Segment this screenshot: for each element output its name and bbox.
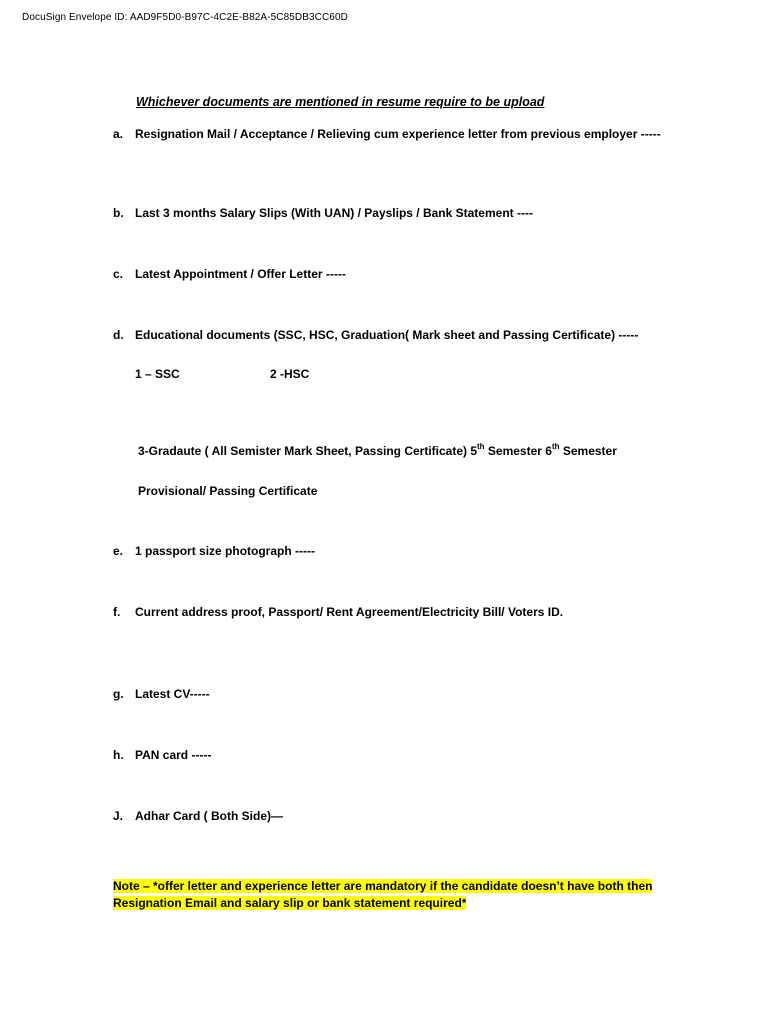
list-item-g (113, 687, 210, 701)
item-letter: b. (113, 206, 124, 220)
list-item-e (113, 544, 315, 558)
item-text: Resignation Mail / Acceptance / Relieving cum experience letter from previous employer ----- (135, 127, 661, 141)
sem6-label: Semester (559, 444, 617, 458)
document-heading: Whichever documents are mentioned in resume require to be upload (136, 95, 545, 109)
note-line-1: Note – *offer letter and experience letter are mandatory if the candidate doesn’t have both then (113, 879, 653, 893)
education-graduate (138, 444, 617, 458)
list-item-c (113, 267, 346, 281)
education-hsc: 2 -HSC (270, 367, 310, 381)
item-text: Latest Appointment / Offer Letter ----- (135, 267, 346, 281)
education-provisional: Provisional/ Passing Certificate (138, 484, 318, 498)
note-line-2: Resignation Email and salary slip or bank statement required* (113, 896, 467, 910)
envelope-id: DocuSign Envelope ID: AAD9F5D0-B97C-4C2E-B82A-5C85DB3CC60D (22, 12, 348, 23)
item-letter: f. (113, 605, 121, 619)
item-text: Current address proof, Passport/ Rent Agreement/Electricity Bill/ Voters ID. (135, 605, 564, 619)
sem5-label: Semester 6 (484, 444, 552, 458)
item-text: 1 passport size photograph ----- (135, 544, 315, 558)
list-item-h (113, 748, 211, 762)
list-item-b (113, 206, 533, 220)
sem6-superscript: th (551, 442, 560, 451)
mandatory-note (113, 878, 693, 912)
list-item-d (113, 328, 638, 342)
graduate-prefix: 3-Gradaute ( All Semister Mark Sheet, Passing Certificate) 5 (138, 444, 478, 458)
item-text: Adhar Card ( Both Side)— (135, 809, 284, 823)
item-letter: d. (113, 328, 124, 342)
item-text: PAN card ----- (135, 748, 212, 762)
list-item-a (113, 127, 661, 141)
item-text: Last 3 months Salary Slips (With UAN) / Payslips / Bank Statement ---- (135, 206, 533, 220)
list-item-f (113, 605, 563, 619)
item-letter: e. (113, 544, 124, 558)
item-letter: c. (113, 267, 124, 281)
item-text: Latest CV----- (135, 687, 210, 701)
item-letter: h. (113, 748, 124, 762)
list-item-j (113, 809, 283, 823)
item-letter: a. (113, 127, 124, 141)
item-letter: g. (113, 687, 124, 701)
sem5-superscript: th (477, 442, 485, 451)
education-ssc: 1 – SSC (135, 367, 180, 381)
item-letter: J. (113, 809, 124, 823)
item-text: Educational documents (SSC, HSC, Graduation( Mark sheet and Passing Certificate) ----- (135, 328, 639, 342)
